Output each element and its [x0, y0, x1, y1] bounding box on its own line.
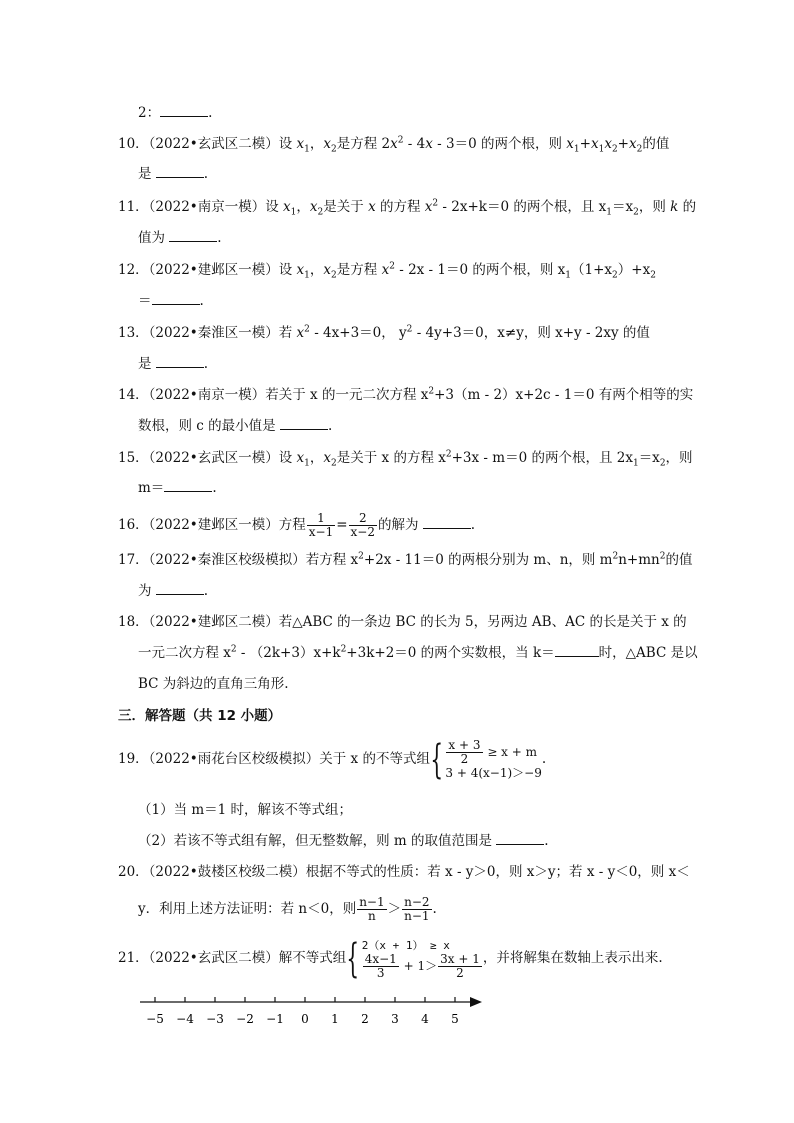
fraction-denominator: x−1: [308, 525, 334, 539]
q12-tail2: ）+x: [617, 262, 651, 278]
q10-lead: 10．（2022•玄武区二模）设: [118, 136, 297, 152]
q16-lead: 16．（2022•建邺区一模）方程: [118, 517, 306, 533]
q11-sub: 1: [290, 207, 297, 218]
left-brace: {: [346, 935, 360, 982]
q10-end: 的值: [642, 136, 670, 152]
q14-sup: 2: [428, 386, 435, 397]
q14-text-b: +3（m - 2）x+2c - 1＝0 有两个相等的实: [434, 387, 694, 403]
q14-line2: [138, 416, 332, 436]
q15-tail: ，则: [665, 450, 693, 466]
fraction-numerator: 3x + 1: [440, 951, 480, 966]
axis-tick-label: 5: [451, 1012, 459, 1026]
q12-eq: - 2x - 1＝0 的两个根，则 x: [394, 262, 566, 278]
q17-dot: .: [203, 583, 209, 599]
q10-sup: 2: [397, 135, 404, 146]
q13-neq: x≠y，则 x+y - 2xy 的值: [497, 325, 650, 341]
q12-sub: 1: [304, 270, 310, 281]
answer-blank: [160, 105, 208, 117]
q10-line2-text: 是: [138, 166, 152, 182]
q11-sub: 1: [606, 207, 612, 218]
q12-sub: 2: [612, 270, 618, 281]
axis-tick-label: −1: [266, 1012, 284, 1026]
answer-blank: [156, 166, 204, 178]
q10-rest: - 4: [403, 136, 426, 152]
q17-lead: 17．（2022•秦淮区校级模拟）若方程 x: [118, 552, 359, 568]
q12-comma: ，: [309, 262, 324, 278]
fraction-numerator: n−1: [359, 895, 385, 909]
q15-line2-text: m＝: [138, 480, 165, 496]
fraction-numerator: 2: [349, 512, 377, 526]
fraction-denominator: 3: [376, 965, 385, 980]
q11-comma: ，: [296, 199, 310, 215]
q10-comma: ，: [309, 136, 324, 152]
q12-sub: 1: [565, 270, 572, 281]
q17-sup: 2: [659, 551, 666, 562]
answer-blank: [169, 230, 217, 242]
q10-var: x: [604, 136, 612, 152]
q19-line: [118, 735, 546, 783]
q10-var: x: [296, 136, 305, 152]
fraction: [349, 512, 377, 539]
q15-sub: 2: [659, 458, 666, 469]
inequality-system: [362, 938, 483, 980]
axis-tick-label: −4: [176, 1012, 194, 1026]
q14-dot: .: [327, 418, 333, 434]
q13-line1: 13．（2022•秦淮区一模）若 $x^2 - 4x+3=0$， $y^2 - 4y+3=0$，x≠y，则 x+y - 2xy 的值: [118, 324, 650, 341]
q13-sup: 2: [406, 324, 413, 335]
q16-dot: .: [470, 517, 476, 533]
q19-row2: 3 + 4(x−1)＞−9: [445, 765, 542, 780]
q15-sub: 2: [331, 458, 337, 469]
q12-line2-text: ＝: [138, 293, 152, 309]
q21-line: [118, 932, 663, 984]
q13-lead: 13．（2022•秦淮区一模）若: [118, 325, 297, 341]
q12-line1: [118, 260, 656, 280]
q18-text: 18．（2022•建邺区二模）若△ABC 的一条边 BC 的长为 5，另两边 AB、AC 的长是关于 x 的: [118, 614, 687, 630]
q18-line1: [118, 612, 687, 632]
answer-blank: [496, 833, 544, 845]
q15-var: x: [323, 450, 332, 466]
q12-lead: 12．（2022•建邺区一模）设: [118, 262, 297, 278]
q10-sub: 2: [636, 144, 643, 155]
answer-blank: [152, 293, 200, 305]
axis-tick-label: 2: [361, 1012, 369, 1026]
q10-dot: .: [203, 166, 209, 182]
axis-arrow-icon: [470, 997, 482, 1007]
fraction: [402, 896, 431, 923]
q11-eq2: ＝x: [612, 199, 634, 215]
axis-tick-label: 0: [301, 1012, 309, 1026]
answer-blank: [280, 418, 328, 430]
section-title: 三．解答题（共 12 小题）: [118, 708, 282, 724]
q13-line2-text: 是: [138, 356, 152, 372]
q17-eq2: n+mn: [618, 552, 660, 568]
q10-tail: - 3＝0 的两个根，则: [432, 136, 567, 152]
q15-var: x: [296, 450, 305, 466]
q15-eq: +3x - m＝0 的两个根，且 2x: [451, 450, 633, 466]
q12-sub: 2: [650, 270, 656, 281]
q11-sub: 2: [317, 207, 324, 218]
fraction-denominator: x−2: [350, 525, 375, 539]
q13-dot: .: [203, 356, 209, 372]
q11-sub: 2: [633, 207, 639, 218]
q10-var: x: [425, 136, 433, 152]
answer-blank: [423, 517, 471, 529]
axis-tick-label: 3: [391, 1012, 399, 1026]
q20-line1: [118, 862, 690, 882]
q11-lead: 11．（2022•南京一模）设: [118, 199, 284, 215]
q13-eq1: - 4x+3＝0，: [309, 325, 395, 341]
q16-eq: =: [336, 517, 348, 533]
q15-sup: 2: [445, 449, 452, 460]
q11-line2-text: 值为: [138, 230, 165, 246]
q14-line2-text: 数根，则 c 的最小值是: [138, 418, 276, 434]
axis-ticks: [146, 997, 459, 1026]
q16-line: [118, 512, 475, 539]
q18-sup: 2: [230, 644, 237, 655]
q13-sup: 2: [304, 324, 310, 335]
q21-row1: 2（x + 1） ≥ x: [361, 938, 450, 952]
q14-text: 14．（2022•南京一模）若关于 x 的一元二次方程 x: [118, 387, 429, 403]
fraction: [438, 953, 482, 980]
q10-var: x: [390, 136, 398, 152]
q15-lead: 15．（2022•玄武区一模）设: [118, 450, 297, 466]
fraction: [446, 739, 482, 766]
answer-blank: [555, 645, 599, 657]
q17-eq: +2x - 11＝0 的两根分别为 m、n，则 m: [363, 552, 613, 568]
q17-sup: 2: [612, 551, 619, 562]
q9-suffix: .: [208, 105, 213, 121]
q20-text-a: y．利用上述方法证明：若 n＜0，则: [138, 901, 357, 917]
q19-lead: 19．（2022•雨花台区校级模拟）关于 x 的不等式组: [118, 751, 430, 767]
fraction: [307, 512, 335, 539]
axis-tick-label: 4: [421, 1012, 429, 1026]
q9-prefix: 2：: [138, 105, 161, 121]
q21-lead: 21．（2022•玄武区二模）解不等式组: [118, 950, 347, 966]
q17-line2: [138, 581, 208, 601]
section-heading: [118, 706, 281, 726]
q11-var: x: [283, 199, 291, 215]
q11-end: 的: [678, 199, 697, 215]
fraction-numerator: n−2: [404, 895, 430, 909]
q11-sup: 2: [432, 198, 439, 209]
q10-var: +x: [579, 136, 599, 152]
axis-tick-label: 1: [331, 1012, 339, 1026]
q10-sub: 1: [304, 144, 310, 155]
q19-end: .: [541, 751, 547, 767]
answer-blank: [156, 356, 204, 368]
q12-var: x: [296, 262, 305, 278]
q19-part2-end: .: [544, 833, 549, 849]
q9-tail: [138, 103, 212, 123]
q12-sub: 2: [331, 270, 337, 281]
axis-tick-label: −5: [146, 1012, 164, 1026]
q11-mid2: 的方程: [379, 199, 425, 215]
q15-eq2: ＝x: [638, 450, 660, 466]
axis-tick-label: −3: [206, 1012, 224, 1026]
q19-part2: [138, 831, 549, 851]
q11-tail: ，则: [638, 199, 671, 215]
q15-line1: [118, 448, 693, 468]
number-line-svg: [138, 990, 488, 1030]
q11-mid1: 是关于: [323, 199, 369, 215]
q10-sub: 2: [611, 144, 618, 155]
q19-row1-tail: ≥ x + m: [483, 744, 538, 759]
answer-blank: [156, 583, 204, 595]
q11-var: x: [309, 199, 318, 215]
q13-line2: [138, 354, 208, 374]
q12-var: x: [381, 262, 390, 278]
q13-var: x: [296, 325, 305, 341]
q10-sub: 1: [598, 144, 605, 155]
q11-line2: [138, 228, 222, 248]
q15-sub: 1: [632, 458, 639, 469]
fraction: [363, 953, 399, 980]
q18-line2: [138, 643, 698, 663]
q21-tail: ，并将解集在数轴上表示出来.: [482, 950, 663, 966]
q20-line2: [138, 895, 437, 923]
fraction-denominator: 2: [460, 751, 469, 766]
q18-text-b: - （2k+3）x+k: [236, 645, 341, 661]
q11-dot: .: [217, 230, 222, 246]
q10-line1: [118, 134, 669, 154]
fraction-denominator: n−1: [404, 909, 430, 923]
q19-part1: [138, 800, 352, 820]
fraction-numerator: 4x−1: [364, 951, 397, 966]
q17-line1: [118, 550, 692, 570]
q20-text: 20．（2022•鼓楼区校级二模）根据不等式的性质：若 x - y＞0，则 x＞y；若 x - y＜0，则 x＜: [118, 864, 690, 880]
fraction: [357, 896, 386, 923]
q16-tail: 的解为: [378, 517, 419, 533]
q20-end: .: [432, 901, 437, 917]
q18-text-a: 一元二次方程 x: [138, 645, 231, 661]
q12-tail: （1+x: [571, 262, 613, 278]
q12-line2: [138, 291, 204, 311]
q18-text-d: 时，△ABC 是以: [598, 645, 698, 661]
q18-text-c: +3k+2＝0 的两个实数根，当 k＝: [346, 645, 555, 661]
q12-dot: .: [199, 293, 204, 309]
axis-tick-label: −2: [236, 1012, 254, 1026]
q18-text-line3: BC 为斜边的直角三角形.: [138, 676, 289, 692]
fraction-denominator: 2: [456, 965, 464, 980]
q17-line2-text: 为: [138, 583, 152, 599]
q12-sup: 2: [389, 261, 395, 272]
q15-mid: 是关于 x 的方程 x: [336, 450, 446, 466]
q10-var: x: [566, 136, 574, 152]
q21-row2-mid: + 1＞: [399, 958, 438, 973]
q15-sub: 1: [304, 458, 310, 469]
q10-mid: 是方程 2: [336, 136, 391, 152]
q11-var: x: [368, 199, 376, 215]
q15-line2: [138, 478, 217, 498]
q18-line3: [138, 674, 289, 694]
q17-sup: 2: [358, 551, 364, 562]
q11-eq: - 2x+k＝0 的两个根，且 x: [438, 199, 607, 215]
q10-var: x: [323, 136, 332, 152]
fraction-numerator: x + 3: [448, 737, 481, 752]
q13-eq2: - 4y+3＝0，: [412, 325, 498, 341]
q10-var: +x: [617, 136, 637, 152]
q19-part2-text: （2）若该不等式组有解，但无整数解，则 m 的取值范围是: [138, 833, 492, 849]
q11-var: k: [670, 199, 679, 215]
number-line: [138, 990, 488, 1030]
q20-gt: ＞: [387, 901, 402, 917]
q15-dot: .: [212, 480, 217, 496]
q12-mid: 是方程: [336, 262, 382, 278]
left-brace: {: [430, 736, 444, 783]
q19-part1-text: （1）当 m＝1 时，解该不等式组；: [138, 802, 353, 818]
q10-sub: 1: [573, 144, 580, 155]
q15-comma: ，: [309, 450, 324, 466]
fraction-numerator: 1: [307, 512, 335, 526]
q17-tail: 的值: [665, 552, 693, 568]
q10-sub: 2: [331, 144, 337, 155]
q10-line2: [138, 164, 208, 184]
q11-line1: [118, 197, 696, 217]
q14-line1: [118, 385, 693, 405]
q18-sup: 2: [340, 644, 347, 655]
answer-blank: [164, 480, 212, 492]
q12-var: x: [323, 262, 332, 278]
inequality-system: [445, 739, 541, 781]
q11-var: x: [424, 199, 433, 215]
fraction-denominator: n: [368, 909, 376, 923]
